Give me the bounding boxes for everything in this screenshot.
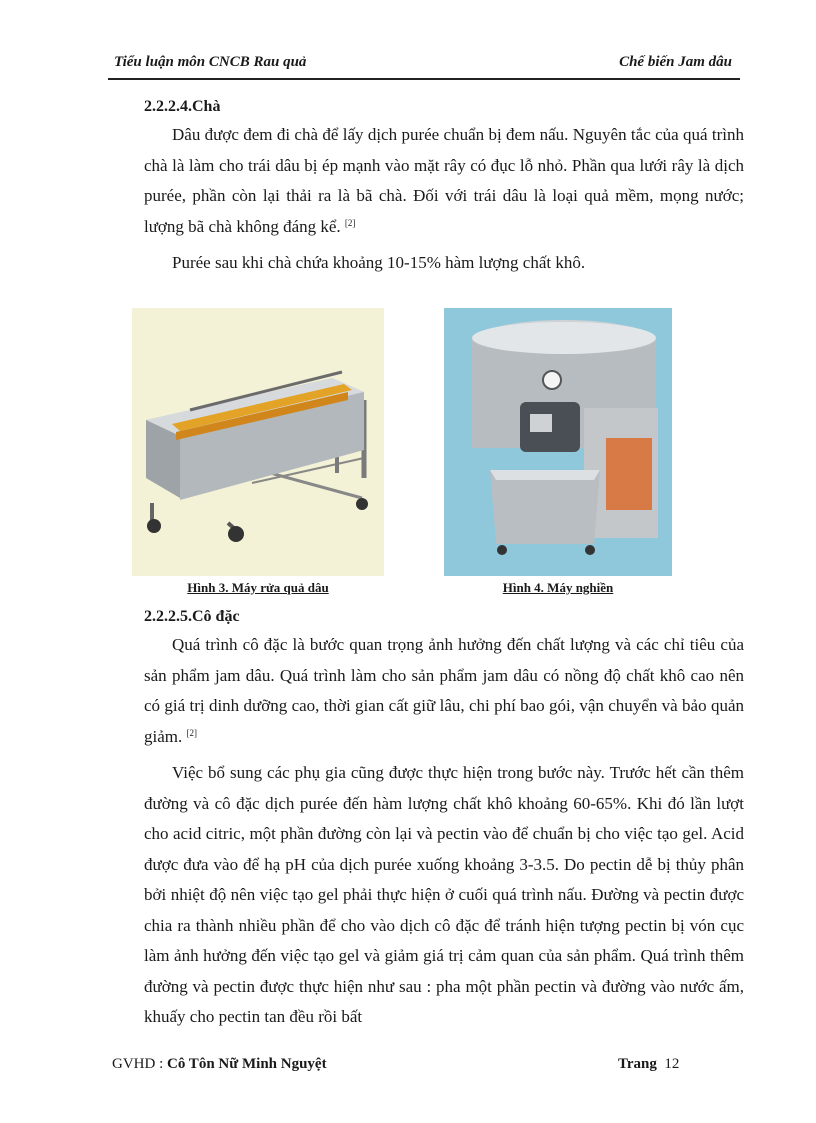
section-heading-co-dac: 2.2.2.5.Cô đặc xyxy=(144,608,240,625)
figure-3-caption: Hình 3. Máy rửa quả dâu xyxy=(187,580,329,595)
teacher-name: Cô Tôn Nữ Minh Nguyệt xyxy=(167,1056,327,1072)
paragraph-text: Quá trình cô đặc là bước quan trọng ảnh hưởng đến chất lượng và các chỉ tiêu của sản phẩm jam dâu. Quá trình làm cho sản phẩm jam dâu có nồng độ chất khô cao nên có giá trị dinh dưỡng cao, thời gian cất giữ lâu, chi phí bao gói, vận chuyển và bảo quản giảm. xyxy=(144,635,744,746)
washing-machine-image xyxy=(132,308,384,576)
header-topic-title: Chế biến Jam dâu xyxy=(619,54,732,70)
footer-page xyxy=(618,1056,679,1073)
citation: [2] xyxy=(186,727,197,738)
paragraph-co-dac-1 xyxy=(144,630,744,752)
paragraph-cha-2: Purée sau khi chà chứa khoảng 10-15% hàm lượng chất khô. xyxy=(172,253,586,272)
content-bottom xyxy=(144,608,744,1033)
header-course-title: Tiểu luận môn CNCB Rau quả xyxy=(114,54,307,70)
paragraph-co-dac-2: Việc bổ sung các phụ gia cũng được thực hiện trong bước này. Trước hết cần thêm đường và cô đặc dịch purée đến hàm lượng chất khô khoảng 60-65%. Khi đó lần lượt cho acid citric, một phần đường còn lại và pectin vào để chuẩn bị cho việc tạo gel. Acid được đưa vào để hạ pH của dịch purée xuống khoảng 3-3.5. Do pectin dễ bị thủy phân bởi nhiệt độ nên việc tạo gel phải thực hiện ở cuối quá trình nấu. Đường và pectin được chia ra thành nhiều phần để cho vào dịch cô đặc để tránh hiện tượng pectin bị vón cục làm ảnh hưởng đến việc tạo gel và giảm giá trị cảm quan của sản phẩm. Quá trình thêm đường và pectin được thực hiện như sau : pha một phần pectin và đường vào nước ấm, khuấy cho pectin tan đều rồi bất xyxy=(144,763,744,1026)
page-label: Trang xyxy=(618,1056,657,1072)
gvhd-label: GVHD : xyxy=(112,1056,164,1072)
content-top xyxy=(144,98,744,279)
grinder-machine-image xyxy=(444,308,672,576)
paragraph-cha-1 xyxy=(144,120,744,242)
paragraph-text: Dâu được đem đi chà để lấy dịch purée chuẩn bị đem nấu. Nguyên tắc của quá trình chà là làm cho trái dâu bị ép mạnh vào mặt rây có đục lỗ nhỏ. Phần qua lưới rây là dịch purée, phần còn lại thải ra là bã chà. Đối với trái dâu là loại quả mềm, mọng nước; lượng bã chà không đáng kể. xyxy=(144,125,744,236)
figures-row xyxy=(132,308,672,598)
citation: [2] xyxy=(344,217,356,228)
page-number: 12 xyxy=(664,1056,680,1072)
page-header xyxy=(108,52,740,80)
footer-instructor xyxy=(112,1056,327,1073)
figure-4-caption: Hình 4. Máy nghiền xyxy=(502,580,614,595)
section-heading-cha: 2.2.2.4.Chà xyxy=(144,98,221,115)
